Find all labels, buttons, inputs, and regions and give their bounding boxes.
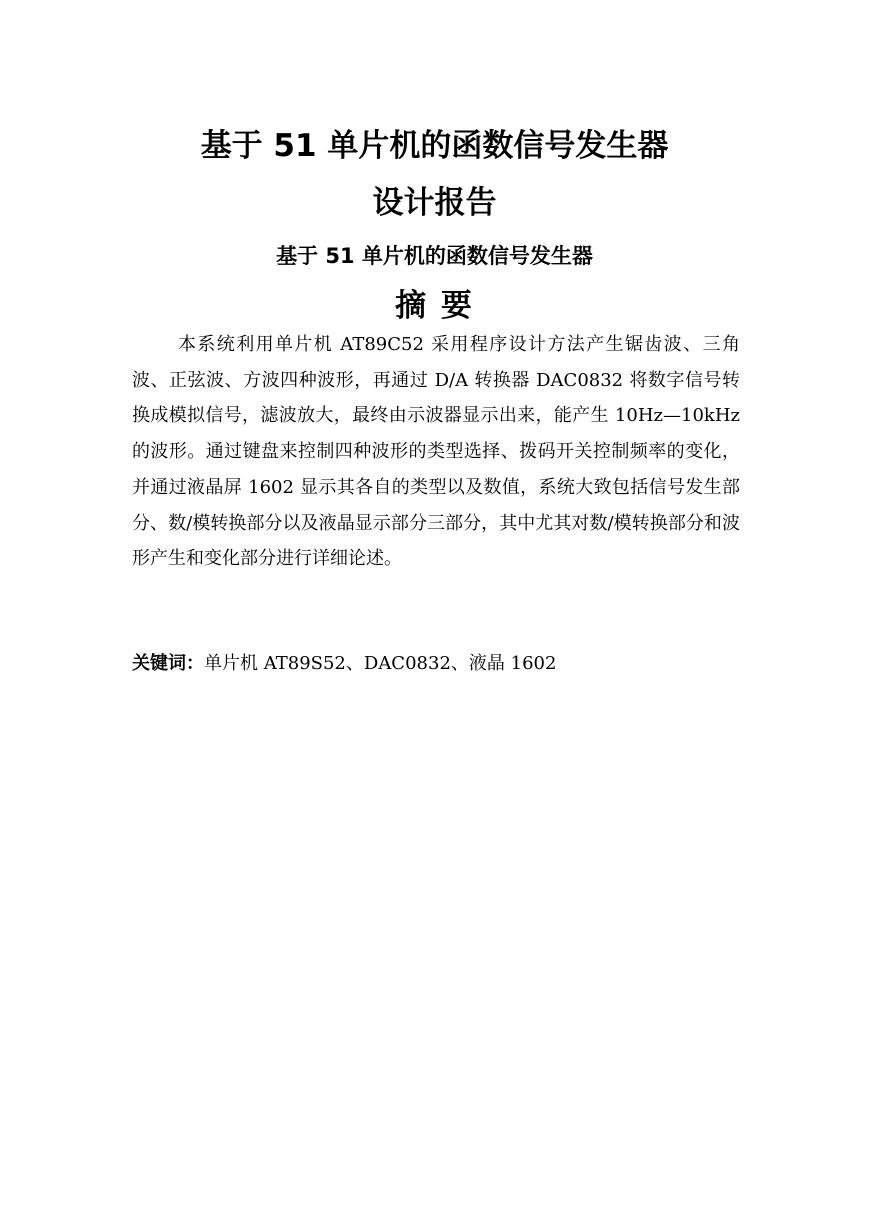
document-subtitle: 基于 51 单片机的函数信号发生器 [276, 244, 593, 268]
keywords-line [132, 648, 740, 679]
abstract-heading: 摘 要 [395, 288, 474, 324]
document-title-line-2: 设计报告 [372, 185, 497, 221]
abstract-paragraph: 本系统利用单片机 AT89C52 采用程序设计方法产生锯齿波、三角波、正弦波、方波四种波形，再通过 D/A 转换器 DAC0832 将数字信号转换成模拟信号，滤波放大，最终由示波器显示出来，能产生 10Hz—10kHz 的波形。通过键盘来控制四种波形的类型选择、拨码开关控制频率的变化，并通过液晶屏 1602 显示其各自的类型以及数值，系统大致包括信号发生部分、数/模转换部分以及液晶显示部分三部分，其中尤其对数/模转换部分和波形产生和变化部分进行详细论述。 [132, 334, 740, 570]
document-title-line-1: 基于 51 单片机的函数信号发生器 [200, 128, 669, 164]
keywords-label: 关键词： [132, 653, 204, 674]
keywords-value: 单片机 AT89S52、DAC0832、液晶 1602 [204, 653, 557, 674]
